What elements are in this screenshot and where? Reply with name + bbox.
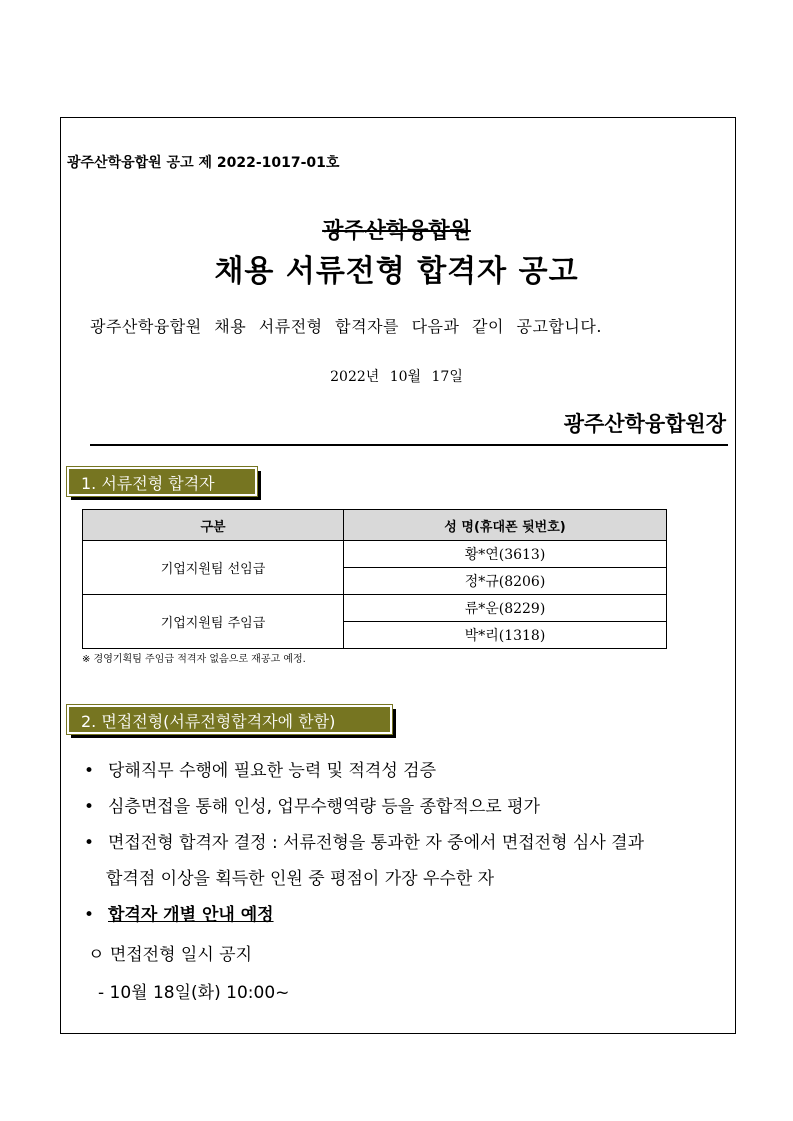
results-table xyxy=(82,509,667,649)
signer: 광주산학융합원장 xyxy=(563,411,726,436)
page-title: 채용 서류전형 합격자 공고 xyxy=(214,254,579,289)
bullet-icon: • xyxy=(84,905,95,925)
notice-number: 광주산학융합원 공고 제 2022-1017-01호 xyxy=(67,155,340,171)
notice-date: 2022년 10월 17일 xyxy=(330,369,463,385)
table-note: ※ 경영기획팀 주임급 적격자 없음으로 재공고 예정. xyxy=(82,654,306,665)
bullet-icon: • xyxy=(84,797,95,817)
org-name: 광주산학융합원 xyxy=(322,218,471,244)
list-item: • 합격자 개별 안내 예정 xyxy=(82,902,732,938)
list-item: • 심층면접을 통해 인성, 업무수행역량 등을 종합적으로 평가 xyxy=(82,794,732,830)
table-header-row xyxy=(83,510,667,541)
name-cell: 박*리(1318) xyxy=(344,622,667,649)
schedule-item: - 10월 18일(화) 10:00~ xyxy=(98,983,290,1003)
bullet-icon: • xyxy=(84,833,95,853)
category-cell: 기업지원팀 선임급 xyxy=(83,541,344,595)
list-item-continuation: 합격점 이상을 획득한 인원 중 평점이 가장 우수한 자 xyxy=(106,869,495,889)
list-item: • 면접전형 합격자 결정 : 서류전형을 통과한 자 중에서 면접전형 심사 결과 xyxy=(82,830,732,866)
sub-item: ㅇ 면접전형 일시 공지 xyxy=(88,945,253,965)
header-category: 구분 xyxy=(83,510,344,541)
bullet-list xyxy=(82,758,732,938)
name-cell: 정*규(8206) xyxy=(344,568,667,595)
divider xyxy=(90,444,728,446)
bullet-icon: • xyxy=(84,761,95,781)
section-2-header: 2. 면접전형(서류전형합격자에 한함) xyxy=(67,705,392,734)
section-1-header: 1. 서류전형 합격자 xyxy=(67,467,257,496)
table-row xyxy=(83,595,667,622)
table-row xyxy=(83,541,667,568)
name-cell: 류*운(8229) xyxy=(344,595,667,622)
header-name: 성 명(휴대폰 뒷번호) xyxy=(344,510,667,541)
name-cell: 황*연(3613) xyxy=(344,541,667,568)
intro-text: 광주산학융합원 채용 서류전형 합격자를 다음과 같이 공고합니다. xyxy=(90,317,602,336)
list-item: • 당해직무 수행에 필요한 능력 및 적격성 검증 xyxy=(82,758,732,794)
category-cell: 기업지원팀 주임급 xyxy=(83,595,344,649)
